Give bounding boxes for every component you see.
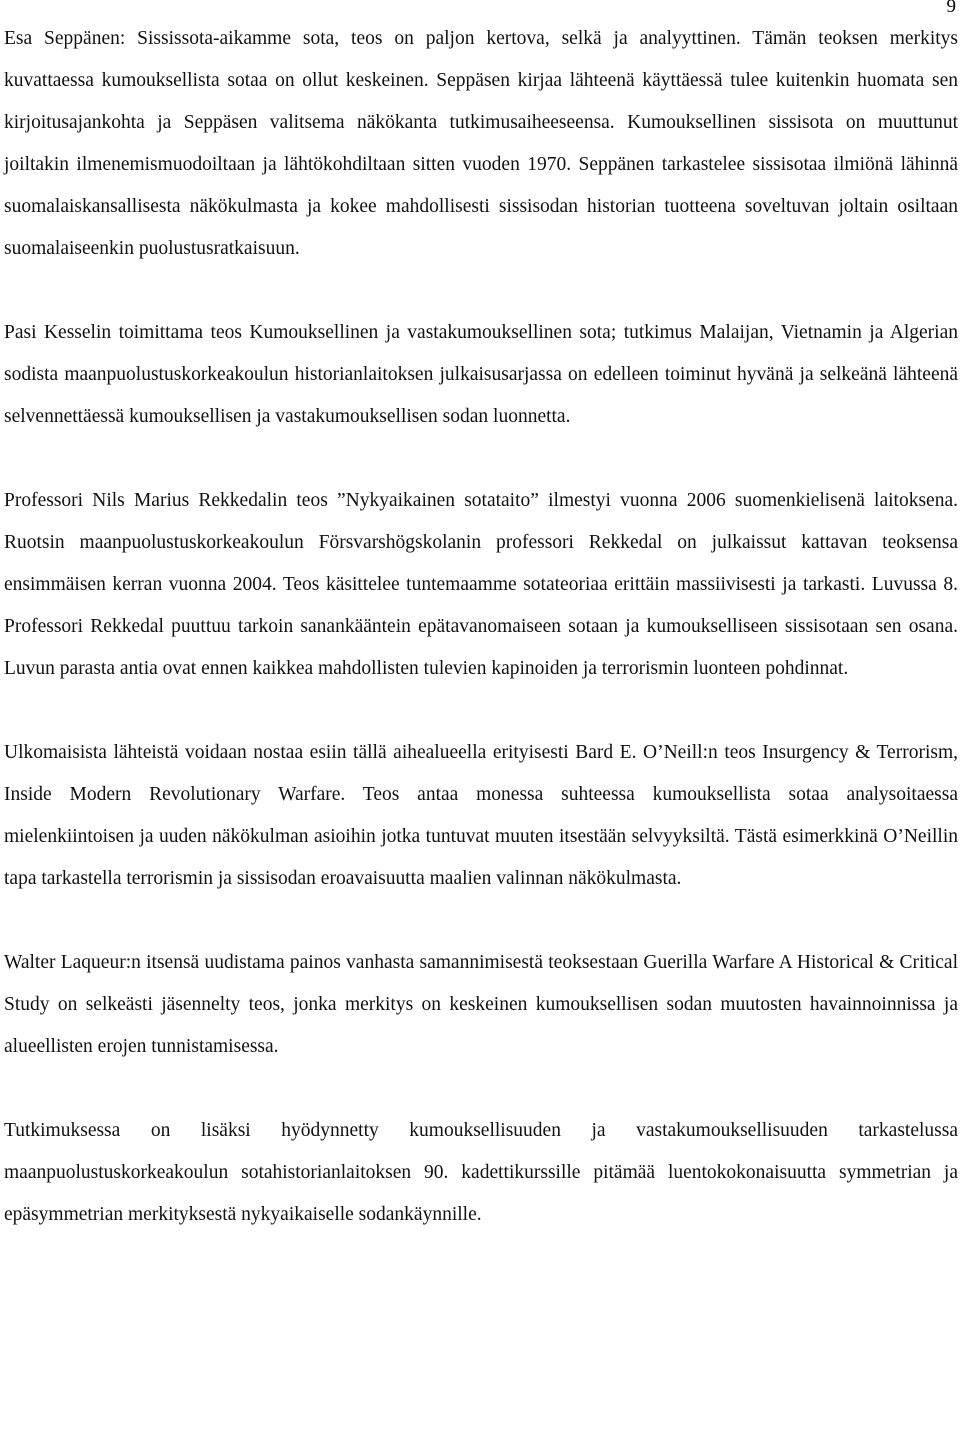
paragraph-oneill: Ulkomaisista lähteistä voidaan nostaa esiin tällä aihealueella erityisesti Bard E. O’Neill:n teos Insurgency & Terrorism, Inside Modern Revolutionary Warfare. Teos antaa monessa suhteessa kumouksellista sotaa analysoitaessa mielenkiintoisen ja uuden näkökulman asioihin jotka tuntuvat muuten itsestään selvyyksiltä. Tästä esimerkkinä O’Neillin tapa tarkastella terrorismin ja sissisodan eroavaisuutta maalien valinnan näkökulmasta. — [4, 742, 958, 889]
page-number: 9 — [946, 0, 956, 17]
paragraph-laqueur: Walter Laqueur:n itsensä uudistama painos vanhasta samannimisestä teoksestaan Guerilla Warfare A Historical & Critical Study on selkeästi jäsennelty teos, jonka merkitys on keskeinen kumouksellisen sodan muutosten havainnoinnissa ja alueellisten erojen tunnistamisessa. — [4, 952, 958, 1057]
paragraph-rekkedal: Professori Nils Marius Rekkedalin teos ”Nykyaikainen sotataito” ilmestyi vuonna 2006 suomenkielisenä laitoksena. Ruotsin maanpuolustuskorkeakoulun Försvarshögskolanin professori Rekkedal on julkaissut kattavan teoksensa ensimmäisen kerran vuonna 2004. Teos käsittelee tuntemaamme sotateoriaa erittäin massiivisesti ja tarkasti. Luvussa 8. Professori Rekkedal puuttuu tarkoin sanankääntein epätavanomaiseen sotaan ja kumoukselliseen sissisotaan sen osana. Luvun parasta antia ovat ennen kaikkea mahdollisten tulevien kapinoiden ja terrorismin luonteen pohdinnat. — [4, 490, 958, 679]
document-body — [4, 18, 958, 1236]
paragraph-lectures: Tutkimuksessa on lisäksi hyödynnetty kumouksellisuuden ja vastakumouksellisuuden tarkastelussa maanpuolustuskorkeakoulun sotahistorianlaitoksen 90. kadettikurssille pitämää luentokokonaisuutta symmetrian ja epäsymmetrian merkityksestä nykyaikaiselle sodankäynnille. — [4, 1120, 958, 1225]
paragraph-kesseli: Pasi Kesselin toimittama teos Kumouksellinen ja vastakumouksellinen sota; tutkimus Malaijan, Vietnamin ja Algerian sodista maanpuolustuskorkeakoulun historianlaitoksen julkaisusarjassa on edelleen toiminut hyvänä ja selkeänä lähteenä selvennettäessä kumouksellisen ja vastakumouksellisen sodan luonnetta. — [4, 322, 958, 427]
paragraph-seppanen: Esa Seppänen: Sississota-aikamme sota, teos on paljon kertova, selkä ja analyyttinen. Tämän teoksen merkitys kuvattaessa kumouksellista sotaa on ollut keskeinen. Seppäsen kirjaa lähteenä käyttäessä tulee kuitenkin huomata sen kirjoitusajankohta ja Seppäsen valitsema näkökanta tutkimusaiheeseensa. Kumouksellinen sissisota on muuttunut joiltakin ilmenemismuodoiltaan ja lähtökohdiltaan sitten vuoden 1970. Seppänen tarkastelee sissisotaa ilmiönä lähinnä suomalaiskansallisesta näkökulmasta ja kokee mahdollisesti sissisodan historian tuotteena soveltuvan joltain osiltaan suomalaiseenkin puolustusratkaisuun. — [4, 28, 958, 259]
